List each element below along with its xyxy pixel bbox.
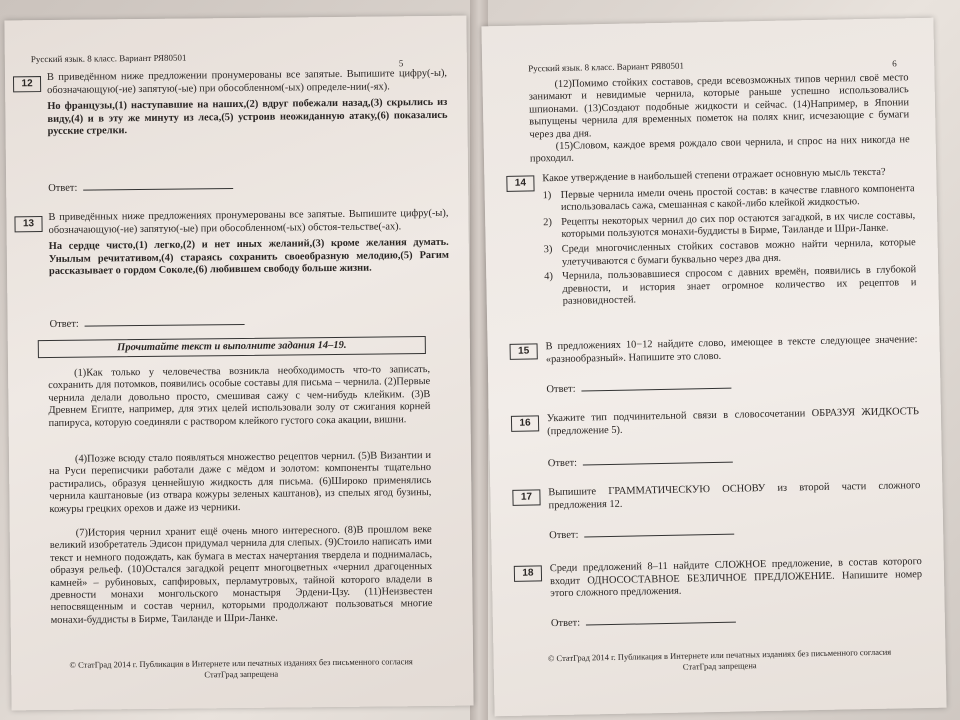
answer-label: Ответ:	[49, 318, 79, 330]
question-17-text: Выпишите ГРАММАТИЧЕСКУЮ ОСНОВУ из второй части сложного предложения 12.	[548, 480, 921, 511]
footer-copyright: © СтатГрад 2014 г. Публикация в Интернете или печатных изданиях без письменного согласия	[69, 656, 413, 670]
answer-field-15[interactable]	[546, 378, 731, 396]
question-number-15: 15	[510, 343, 538, 360]
question-13	[48, 208, 449, 279]
option-4[interactable]	[544, 264, 917, 309]
text-paragraph-3: (7)История чернил хранит ещё очень много интересного. (8)В прошлом веке великий изобретатель Эдисон придумал чернила для слепых. (9)Стоило написать ими текст и немного подождать, как бумага в местах начертания твердела и поднималась, образуя рельеф. (10)Остался загадкой рецепт многоцветных «чернил драгоценных камней» – рубиновых, сапфировых, перламутровых, тайной которого владели в древности монахи монгольского монастыря Эрдени-Цзу. (11)Неизвестен непосвященным и состав чернил, которыми продолжают пользоваться многие монахи-буддисты в Бирме, Таиланде и Шри-Ланке.	[49, 523, 433, 626]
answer-label: Ответ:	[546, 383, 576, 396]
footer	[31, 656, 451, 682]
option-number: 3)	[543, 244, 553, 256]
question-number-16: 16	[511, 415, 539, 432]
left-page	[4, 16, 473, 711]
answer-field-16[interactable]	[548, 452, 733, 470]
question-number-13: 13	[14, 216, 42, 232]
option-text: Чернила, пользовавшиеся спросом с давних времён, появились в глубокой древности, и история знает огромное количество их рецептов и разновидностей.	[562, 264, 917, 308]
question-14	[542, 166, 917, 311]
answer-field-13[interactable]	[49, 314, 244, 330]
page-number: 5	[398, 58, 404, 69]
question-12	[47, 68, 448, 139]
answer-label: Ответ:	[550, 617, 581, 630]
question-13-text: В приведённых ниже предложениях пронумерованы все запятые. Выпишите цифру(-ы), обозначающую(-ие) запятую(-ые) при обособленном(-ых) обстоя-тельстве(-ах).	[48, 207, 449, 236]
option-text: Среди многочисленных стойких составов можно найти чернила, которые улетучиваются с бумаги буквально через два дня.	[561, 237, 916, 268]
option-number: 4)	[544, 271, 553, 283]
option-number: 1)	[542, 189, 552, 201]
answer-label: Ответ:	[549, 529, 579, 542]
question-number-14: 14	[506, 175, 534, 192]
question-number-17: 17	[512, 489, 540, 506]
question-12-sentence: Но французы,(1) наступавшие на наших,(2) вдруг побежали назад,(3) скрылись из виду,(4) и в эту же минуту из леса,(5) устроив неожиданную атаку,(6) показались русские стрелки.	[47, 96, 448, 138]
question-number-12: 12	[13, 76, 41, 92]
option-number: 2)	[543, 216, 552, 229]
page-header: Русский язык. 8 класс. Вариант РЯ80501	[30, 52, 187, 65]
text-paragraph-1: (1)Как только у человечества возникла необходимость что-то записать, сохранить для потомков, появились особые составы для письма – чернила. (2)Первые чернила делали довольно просто, смешивая сажу с чем-нибудь клейким. (3)В Древнем Египте, например, для этих целей использовали золу от сжигания корней папируса, которую соединяли с раствором клейкого густого сока акации, вишни.	[48, 363, 431, 429]
answer-field-18[interactable]	[551, 612, 736, 630]
question-number-18: 18	[514, 565, 542, 582]
option-text: Первые чернила имели очень простой состав: в качестве главного компонента использовалась сажа, смешанная с какой-либо клейкой жидкостью.	[560, 182, 915, 214]
answer-field-12[interactable]	[48, 178, 233, 194]
page-header: Русский язык. 8 класс. Вариант РЯ80501	[528, 60, 685, 74]
question-13-sentence: На сердце чисто,(1) легко,(2) и нет иных желаний,(3) кроме желания думать. Унылым речитативом,(4) стараясь сохранить своеобразную мелодию,(5) Рагим рассказывает о гордом Соколе,(6) любившем свободу больше жизни.	[48, 236, 449, 278]
text-paragraph-5: (15)Словом, каждое время рождало свои чернила, и спрос на них никогда не проходил.	[529, 134, 910, 165]
answer-field-17[interactable]	[549, 524, 734, 542]
answer-label: Ответ:	[48, 182, 78, 194]
question-18-text: Среди предложений 8–11 найдите СЛОЖНОЕ предложение, в состав которого входит ОДНОСОСТАВНОЕ БЕЗЛИЧНОЕ ПРЕДЛОЖЕНИЕ. Напишите номер этого сложного предложения.	[549, 556, 923, 600]
text-paragraph-2: (4)Позже всюду стало появляться множество рецептов чернил. (5)В Византии и на Руси переписчики работали даже с мёдом и золотом: компоненты тщательно растирались, образуя ценнейшую жидкость для письма. (6)Широко применялись чернила каштановые (из отвара кожуры зеленых каштанов), из спелых ягод бузины, кожуры грецких орехов и даже из черники.	[49, 449, 432, 515]
footer-prohibited: СтатГрад запрещена	[204, 668, 279, 680]
task-title: Прочитайте текст и выполните задания 14–19.	[38, 336, 426, 358]
answer-label: Ответ:	[547, 457, 578, 470]
text-paragraph-4: (12)Помимо стойких составов, среди всевозможных типов чернил своё место занимают и невидимые чернила, которые раньше успешно использовались шпионами. (13)Создают подобные жидкости и сейчас. (14)Например, в Японии выпущены чернила для временных пометок на полях книг, исчезающие с бумаги через два дня.	[528, 72, 910, 141]
question-16-text: Укажите тип подчинительной связи в словосочетании ОБРАЗУЯ ЖИДКОСТЬ (предложение 5).	[546, 406, 919, 437]
right-page	[481, 18, 946, 717]
footer	[509, 646, 929, 676]
footer-copyright: © СтатГрад 2014 г. Публикация в Интернете или печатных изданиях без письменного согласия	[547, 646, 892, 664]
page-number: 6	[892, 58, 897, 69]
question-14-text: Какое утверждение в наибольшей степени отражает основную мысль текста?	[542, 166, 886, 185]
footer-prohibited: СтатГрад запрещена	[682, 660, 757, 672]
option-text: Рецепты некоторых чернил до сих пор остаются загадкой, в их числе составы, которыми пользуются монахи-буддисты в Бирме, Таиланде и Шри-Ланке.	[561, 209, 916, 241]
question-15-text: В предложениях 10−12 найдите слово, имеющее в тексте следующее значение: «разнообразный». Напишите это слово.	[545, 334, 918, 365]
question-12-text: В приведённом ниже предложении пронумерованы все запятые. Выпишите цифру(-ы), обозначающую(-ие) запятую(-ые) при обособленном(-ых) определе-нии(-ях).	[46, 67, 448, 96]
